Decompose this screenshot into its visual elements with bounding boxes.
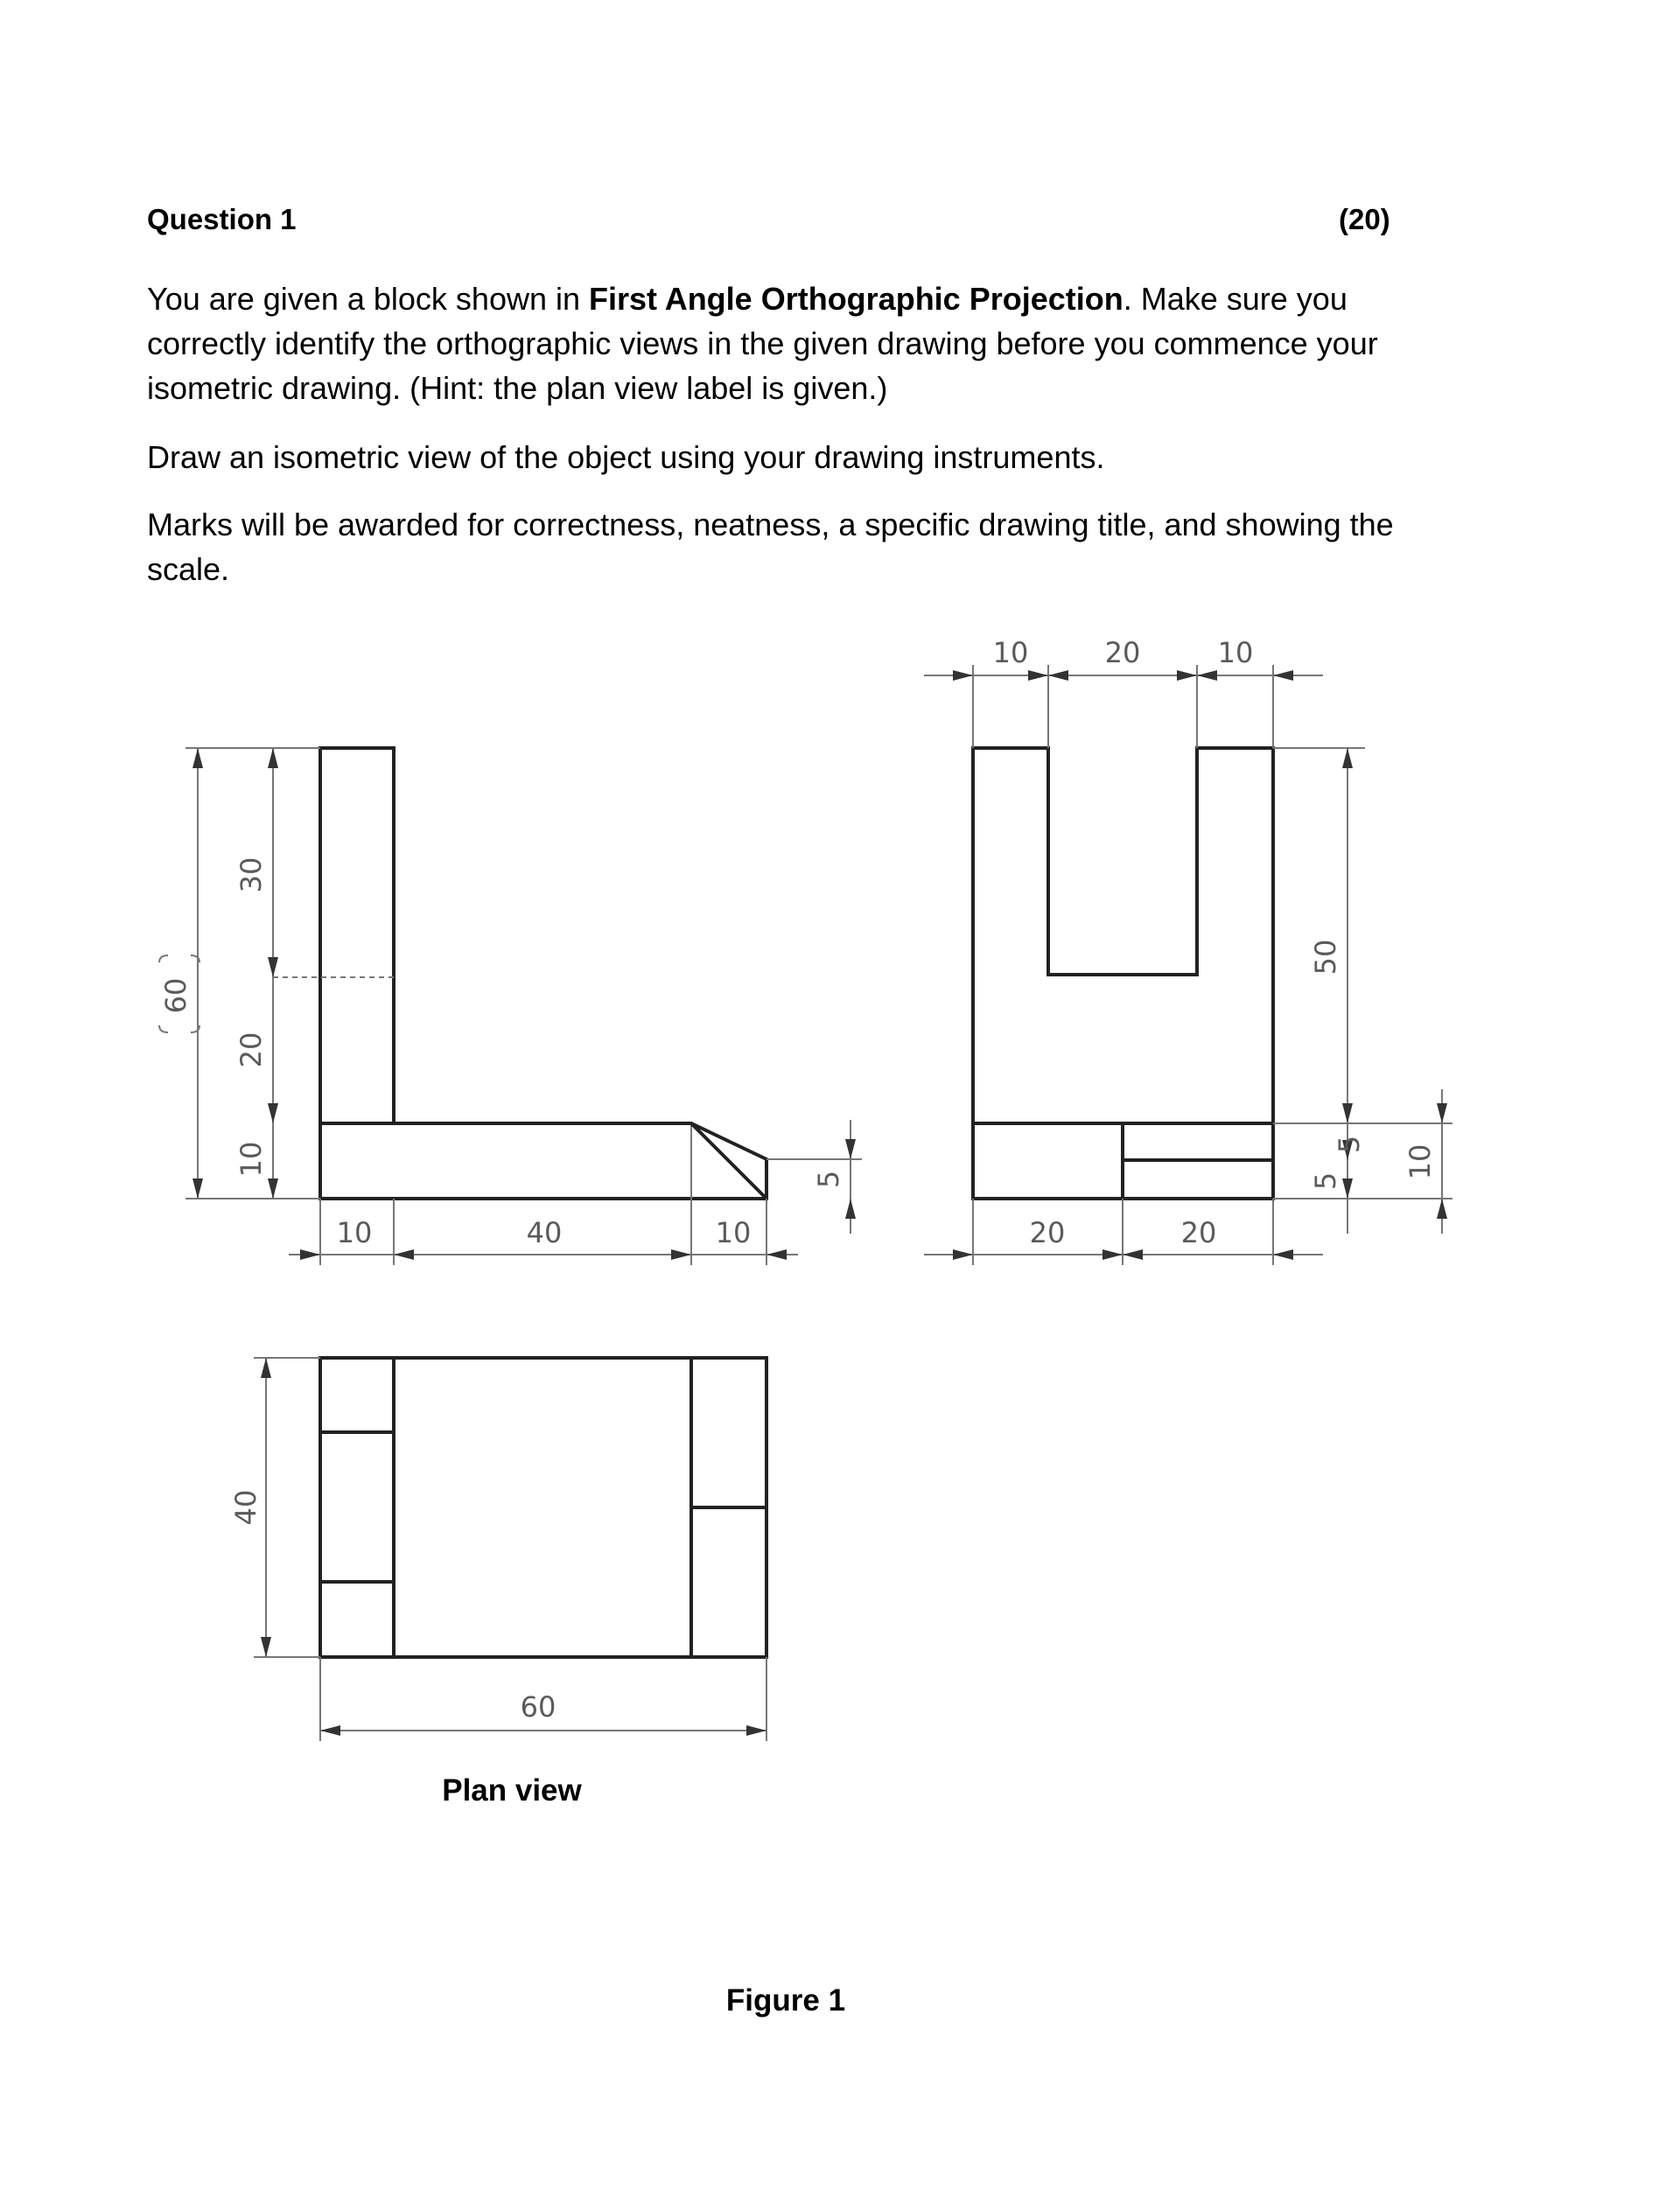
arrowhead xyxy=(1177,670,1197,681)
arrowhead xyxy=(1048,670,1068,681)
arrowhead xyxy=(268,748,278,768)
arrowhead xyxy=(766,1249,787,1260)
arrowhead xyxy=(671,1249,691,1260)
arrowhead xyxy=(1342,748,1353,768)
arrowhead xyxy=(192,1178,203,1199)
arrowhead xyxy=(1197,670,1217,681)
question-marks: (20) xyxy=(1339,203,1390,235)
dim-label: 30 xyxy=(234,857,268,893)
dim-label: 20 xyxy=(234,1032,268,1068)
arrowhead xyxy=(845,1199,856,1219)
arrowhead xyxy=(1028,670,1048,681)
instruction-paragraph-3: Marks will be awarded for correctness, neatness, a specific drawing title, and showing the scale. xyxy=(147,507,1394,587)
dim-label: 5 xyxy=(1309,1171,1342,1191)
arrowhead xyxy=(1437,1103,1447,1123)
dim-label: 5 xyxy=(812,1170,845,1189)
arrowhead xyxy=(1437,1199,1447,1219)
plan-view-label: Plan view xyxy=(442,1773,582,1808)
arrowhead xyxy=(953,670,973,681)
dim-label: 10 xyxy=(992,636,1029,669)
arrowhead xyxy=(192,748,203,768)
dim-label: 20 xyxy=(1180,1216,1217,1249)
arrowhead xyxy=(1273,670,1293,681)
arrowhead xyxy=(1123,1249,1143,1260)
dim-label: 10 xyxy=(336,1216,373,1249)
plan-view xyxy=(229,1358,766,1808)
dim-label: 20 xyxy=(1029,1216,1066,1249)
dim-label: 10 xyxy=(234,1141,268,1178)
arrowhead xyxy=(268,1103,278,1123)
arrowhead xyxy=(1273,1249,1293,1260)
dim-label: 5 xyxy=(1333,1135,1366,1154)
arrowhead xyxy=(261,1358,271,1378)
arrowhead xyxy=(320,1725,340,1736)
question-title: Question 1 xyxy=(147,203,297,235)
arrowhead xyxy=(845,1139,856,1159)
dim-label: 20 xyxy=(1104,636,1141,669)
dim-label: 40 xyxy=(526,1216,563,1249)
dim-label: 60 xyxy=(520,1690,556,1724)
figure-caption: Figure 1 xyxy=(725,1983,846,2018)
instruction-text-cont: . Make sure you correctly identify the orthographic views in the given drawing before you commence your isometric drawing. (Hint: the plan view label is given.) xyxy=(147,281,1378,406)
dim-label: 50 xyxy=(1309,939,1342,976)
arrowhead xyxy=(300,1249,320,1260)
arrowhead xyxy=(268,957,278,977)
dim-label: 10 xyxy=(1217,636,1254,669)
arrowhead xyxy=(746,1725,766,1736)
arrowhead xyxy=(1342,1178,1353,1199)
arrowhead xyxy=(394,1249,414,1260)
dim-label: 10 xyxy=(715,1216,752,1249)
arrowhead xyxy=(1102,1249,1123,1260)
side-view-chamfer-diagonal xyxy=(691,1123,766,1199)
arrowhead xyxy=(953,1249,973,1260)
dim-label: 40 xyxy=(229,1489,262,1526)
front-view xyxy=(924,636,1452,1265)
dim-label: 60 xyxy=(159,977,192,1014)
instruction-text: You are given a block shown in xyxy=(147,281,590,317)
arrowhead xyxy=(1342,1103,1353,1123)
projection-type: First Angle Orthographic Projection xyxy=(589,281,1124,317)
side-view xyxy=(159,748,862,1265)
dim-label: 10 xyxy=(1404,1143,1437,1180)
arrowhead xyxy=(261,1637,271,1657)
arrowhead xyxy=(268,1178,278,1199)
instruction-paragraph-2: Draw an isometric view of the object using your drawing instruments. xyxy=(147,439,1105,475)
